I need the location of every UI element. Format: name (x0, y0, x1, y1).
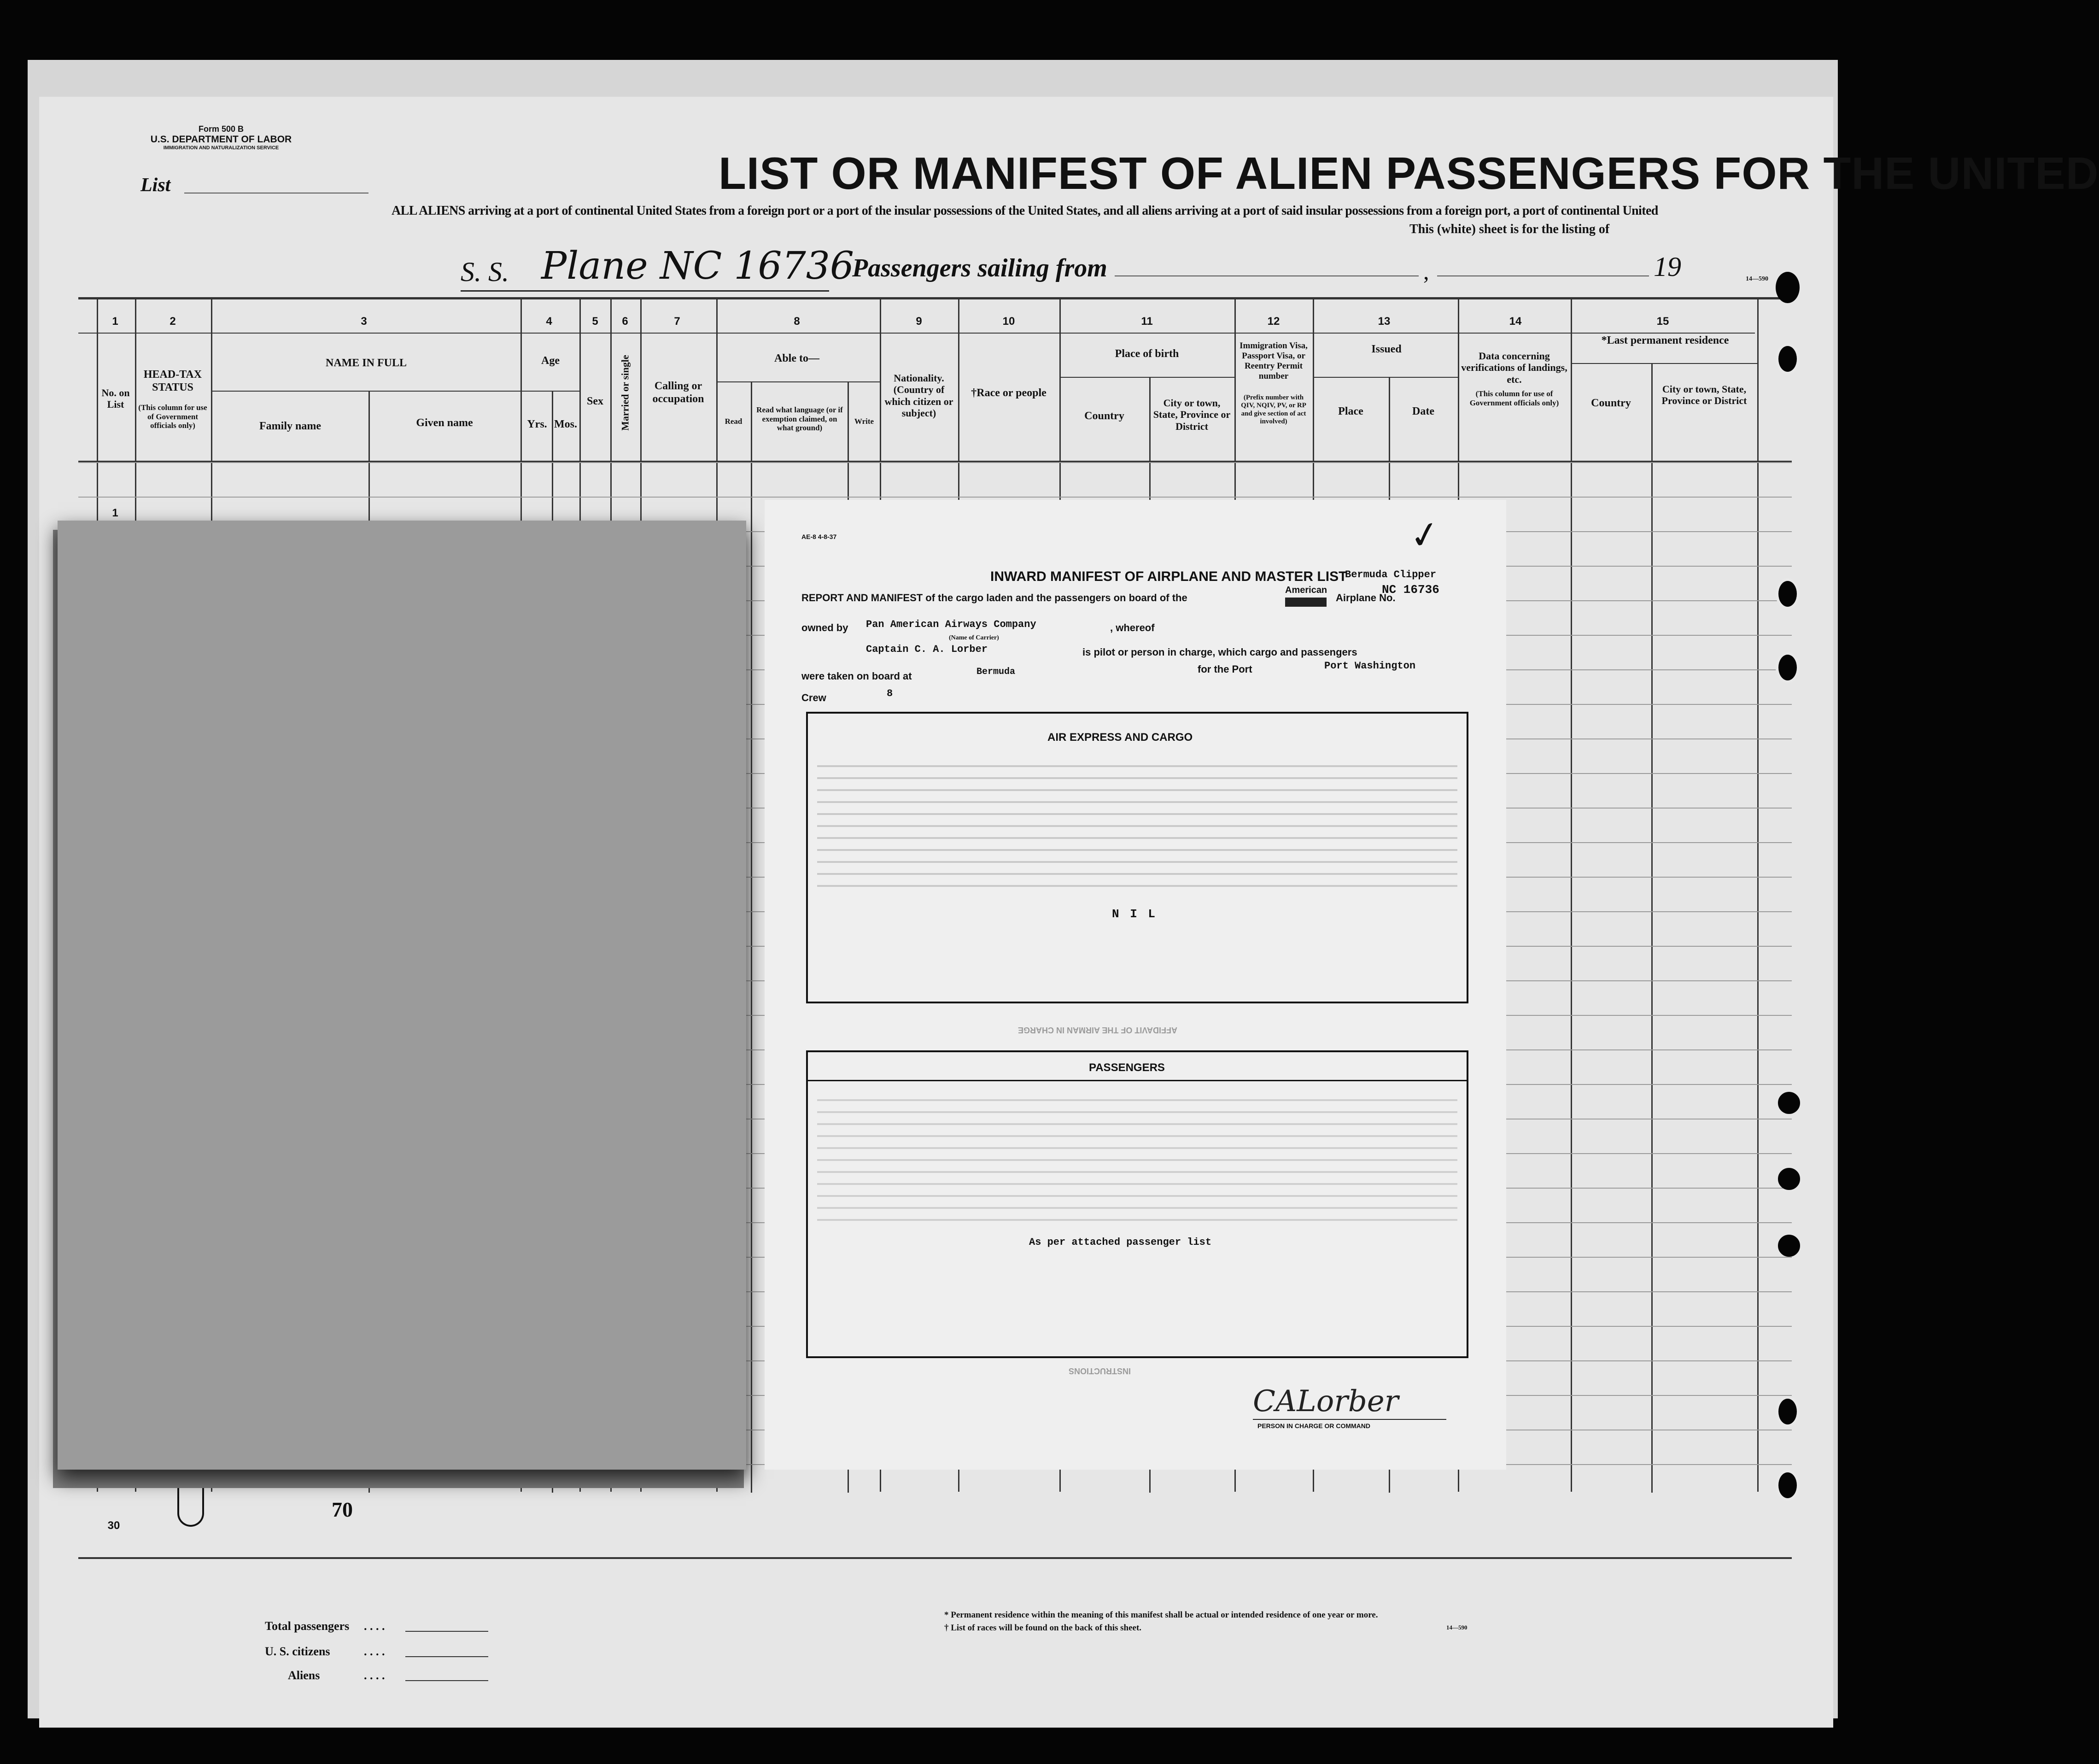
passengers-box (806, 1050, 1468, 1358)
col-num-15: 15 (1656, 315, 1669, 328)
row-handwritten-70: 70 (332, 1498, 353, 1521)
hdr-read-language: Read what language (or if exemption claimed, on what ground) (756, 405, 843, 433)
binder-hole-5 (1778, 1092, 1800, 1114)
page-title: LIST OR MANIFEST OF ALIEN PASSENGERS FOR THE UNITED (719, 148, 2099, 199)
hdr-data-verif: Data concerning verifications of landings, etc. (1461, 350, 1567, 385)
hdr-head-tax: HEAD-TAX STATUS (143, 369, 202, 393)
taken-from: Bermuda (976, 667, 1016, 677)
owner-name: Pan American Airways Company (866, 619, 1036, 630)
form-number: Form 500 B (198, 124, 244, 134)
binder-hole-6 (1778, 1168, 1800, 1190)
col-num-7: 7 (674, 315, 680, 328)
cargo-title: AIR EXPRESS AND CARGO (1047, 731, 1193, 744)
list-label: List (140, 175, 171, 196)
hdr-lr-city: City or town, State, Province or District (1661, 383, 1747, 407)
col-num-5: 5 (592, 315, 598, 328)
for-port-label: for the Port (1198, 663, 1252, 675)
cargo-box (806, 712, 1468, 1003)
hdr-yrs: Yrs. (527, 418, 547, 430)
whereof: , whereof (1110, 622, 1155, 633)
hdr-place-of-birth: Place of birth (1115, 348, 1179, 360)
pilot-text: is pilot or person in charge, which cargo and passengers (1082, 646, 1357, 658)
hdr-lr-country: Country (1591, 397, 1631, 409)
us-citizens-label: U. S. citizens (265, 1645, 330, 1658)
col-num-1: 1 (112, 315, 118, 328)
captain-name: Captain C. A. Lorber (866, 644, 988, 655)
hdr-nationality: Nationality. (Country of which citizen or subject) (884, 372, 953, 419)
hdr-sex: Sex (587, 395, 603, 407)
american-label: American (1285, 585, 1327, 595)
comma: , (1423, 258, 1429, 284)
footnote-1: * Permanent residence within the meaning of this manifest shall be actual or intended residence of one year or more. (944, 1610, 1378, 1620)
col-num-8: 8 (794, 315, 800, 328)
total-passengers-line (405, 1631, 488, 1632)
table-row (78, 497, 1792, 498)
ss-label: S. S. (461, 257, 509, 287)
col-num-4: 4 (546, 315, 552, 328)
col-num-13: 13 (1378, 315, 1391, 328)
overlay-gray-sheet (58, 521, 746, 1470)
hdr-able-to: Able to— (774, 352, 819, 364)
col-num-12: 12 (1267, 315, 1280, 328)
aliens-label: Aliens (288, 1669, 320, 1682)
form-code-top: 14—590 (1746, 275, 1768, 282)
binder-hole-2 (1776, 343, 1800, 375)
aliens-line (405, 1680, 488, 1681)
row-number-last: 30 (107, 1519, 120, 1532)
airplane-manifest-form (765, 500, 1506, 1470)
hdr-read: Read (725, 417, 743, 426)
year-prefix: 19 (1654, 252, 1681, 282)
hdr-name-in-full: NAME IN FULL (325, 357, 407, 369)
report-text: REPORT AND MANIFEST of the cargo laden and the passengers on board of the (801, 592, 1187, 604)
clipper-name: Bermuda Clipper (1345, 569, 1437, 580)
hdr-issued: Issued (1371, 343, 1402, 355)
hdr-data-verif-note: (This column for use of Government officials only) (1469, 389, 1559, 407)
passengers-note: As per attached passenger list (1029, 1237, 1212, 1248)
cargo-faint-text (817, 755, 1457, 893)
table-bottom-rule (78, 1557, 1792, 1559)
col-num-6: 6 (622, 315, 628, 328)
col-num-14: 14 (1509, 315, 1522, 328)
binder-hole-3 (1776, 578, 1800, 609)
form-header (134, 124, 309, 151)
hdr-age: Age (541, 355, 560, 367)
binder-hole-7 (1778, 1235, 1800, 1257)
col-num-9: 9 (916, 315, 922, 328)
sailing-label: Passengers sailing from (852, 254, 1107, 282)
struck-word (1285, 598, 1327, 607)
instructions-heading: INSTRUCTIONS (1069, 1366, 1131, 1376)
hdr-city-town: City or town, State, Province or District (1153, 397, 1231, 432)
table-row (78, 462, 1792, 463)
carrier-note: (Name of Carrier) (949, 634, 999, 641)
hdr-last-residence: *Last permanent residence (1601, 334, 1729, 346)
hdr-race: †Race or people (971, 387, 1047, 399)
crew-label: Crew (801, 692, 826, 703)
airplane-no: NC 16736 (1382, 583, 1439, 597)
binder-hole-8 (1776, 1396, 1800, 1427)
hdr-visa: Immigration Visa, Passport Visa, or Reentry Permit number (1240, 341, 1308, 381)
hdr-place: Place (1338, 405, 1363, 417)
hdr-no-on-list: No. on List (101, 387, 130, 410)
passengers-faint-text (817, 1089, 1457, 1227)
hdr-mos: Mos. (554, 418, 577, 430)
hdr-date: Date (1412, 405, 1434, 417)
sailing-underline (1115, 275, 1419, 276)
ss-handwritten: Plane NC 16736 (541, 244, 854, 288)
footnote-2: † List of races will be found on the back of this sheet. (944, 1623, 1142, 1633)
col-num-3: 3 (361, 315, 367, 328)
hdr-country: Country (1084, 410, 1124, 422)
hdr-married: Married or single (619, 355, 631, 431)
col-num-11: 11 (1141, 315, 1153, 328)
affidavit-heading: AFFIDAVIT OF THE AIRMAN IN CHARGE (1018, 1026, 1177, 1035)
row-number-first: 1 (112, 507, 118, 519)
ss-underline (461, 290, 829, 292)
hdr-visa-note: (Prefix number with QIV, NQIV, PV, or RP and give section of act involved) (1241, 394, 1306, 425)
col-num-10: 10 (1002, 315, 1015, 328)
hdr-write: Write (854, 417, 874, 426)
cargo-nil: N I L (1112, 907, 1158, 921)
total-passengers-label: Total passengers (265, 1619, 350, 1633)
department: U.S. DEPARTMENT OF LABOR (150, 134, 292, 145)
hdr-given-name: Given name (416, 417, 473, 429)
us-citizens-line (405, 1656, 488, 1657)
crew-count: 8 (887, 688, 893, 699)
col-num-2: 2 (170, 315, 176, 328)
taken-on-board: were taken on board at (801, 670, 912, 682)
person-in-charge: PERSON IN CHARGE OR COMMAND (1257, 1422, 1371, 1430)
port-name: Port Washington (1324, 660, 1416, 672)
row-mark (177, 1488, 204, 1527)
hdr-head-tax-note: (This column for use of Government officials only) (138, 403, 207, 430)
manifest-code: AE-8 4-8-37 (801, 533, 837, 540)
owned-by-label: owned by (801, 622, 848, 633)
date-underline (1437, 275, 1649, 276)
footnote-code: 14—590 (1446, 1624, 1468, 1631)
passengers-title: PASSENGERS (1089, 1061, 1165, 1074)
table-top-rule (78, 297, 1792, 299)
manifest-title: INWARD MANIFEST OF AIRPLANE AND MASTER LIST (990, 569, 1347, 584)
hdr-family-name: Family name (259, 420, 321, 432)
hdr-calling: Calling or occupation (652, 380, 704, 405)
captain-signature: CALorber (1253, 1384, 1399, 1418)
service: IMMIGRATION AND NATURALIZATION SERVICE (163, 145, 279, 151)
binder-hole-1 (1776, 272, 1800, 303)
binder-hole-9 (1776, 1470, 1800, 1501)
airplane-no-label: Airplane No. (1336, 592, 1396, 604)
binder-hole-4 (1776, 652, 1800, 683)
check-mark: ✓ (1406, 513, 1444, 559)
subtitle-line-2: This (white) sheet is for the listing of (1409, 222, 1610, 236)
subtitle-line-1: ALL ALIENS arriving at a port of continental United States from a foreign port or a port of the insular possessions of the United States, and all aliens arriving at a port of said insular possessions from a foreign port, a port of continental United (392, 204, 1658, 218)
